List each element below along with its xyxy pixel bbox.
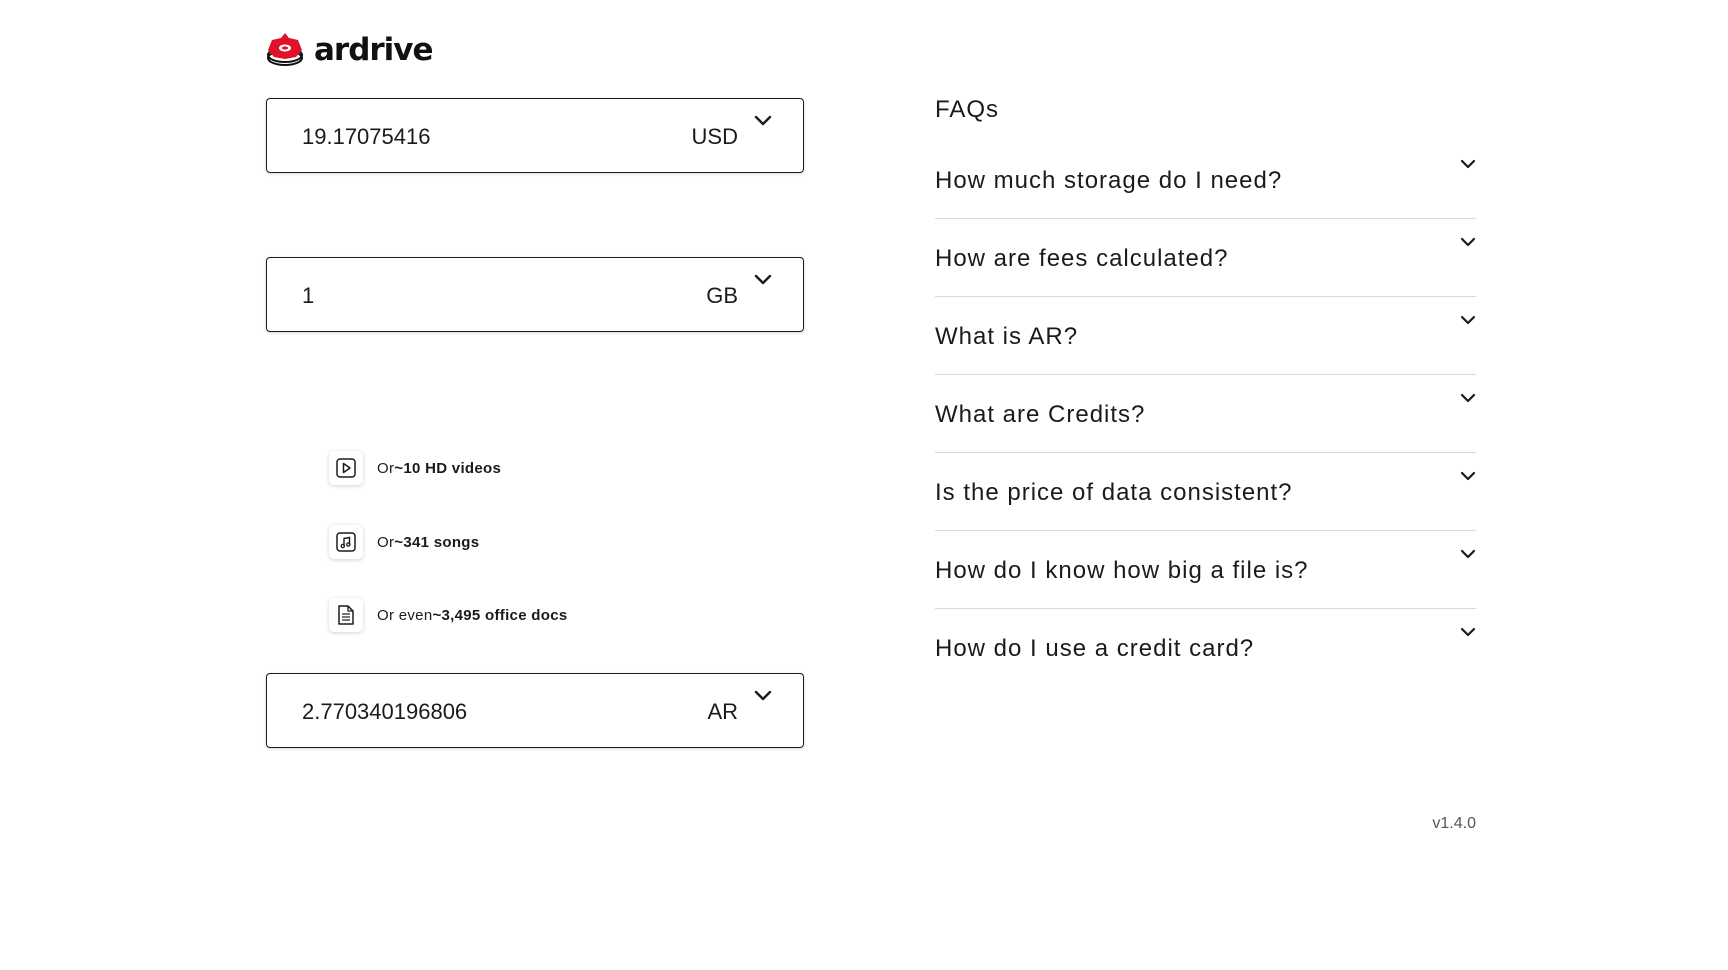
ardrive-logo-icon [266,30,306,70]
token-amount-value[interactable]: 2.770340196806 [302,699,468,724]
faq-question[interactable]: What is AR? [935,323,1079,350]
faq-question[interactable]: How do I use a credit card? [935,635,1255,662]
chevron-down-icon[interactable] [1460,315,1476,326]
token-amount-field[interactable] [266,673,804,748]
brand-name: ardrive [314,32,433,68]
faq-list [935,141,1476,686]
faq-question[interactable]: What are Credits? [935,401,1146,428]
fiat-amount-field[interactable] [266,98,804,173]
faq-item[interactable] [935,453,1476,531]
chevron-down-icon[interactable] [1460,159,1476,170]
chevron-down-icon[interactable] [1460,627,1476,638]
chevron-down-icon[interactable] [1460,549,1476,560]
ardrive-logo[interactable] [266,30,433,70]
faq-question[interactable]: How are fees calculated? [935,245,1229,272]
chevron-down-icon[interactable] [1460,393,1476,404]
token-unit-label: AR [707,699,738,724]
chevron-down-icon[interactable] [1460,471,1476,482]
equivalent-text: Or~10 HD videos [377,459,502,477]
faq-question[interactable]: Is the price of data consistent? [935,479,1293,506]
chevron-down-icon[interactable] [754,115,772,127]
faq-title: FAQs [935,96,1000,123]
music-note-icon [329,525,363,559]
faq-item[interactable] [935,531,1476,609]
storage-amount-field[interactable] [266,257,804,332]
equivalent-text: Or even~3,495 office docs [377,606,568,624]
faq-item[interactable] [935,141,1476,219]
fiat-currency-label: USD [691,124,738,149]
faq-item[interactable] [935,219,1476,297]
storage-unit-label: GB [706,283,738,308]
faq-question[interactable]: How do I know how big a file is? [935,557,1309,584]
storage-amount-value[interactable]: 1 [302,283,315,308]
faq-item[interactable] [935,297,1476,375]
version-label: v1.4.0 [1432,815,1476,832]
document-icon [329,598,363,632]
play-icon [329,451,363,485]
chevron-down-icon[interactable] [754,274,772,286]
chevron-down-icon[interactable] [754,690,772,702]
faq-item[interactable] [935,375,1476,453]
equivalent-text: Or~341 songs [377,533,480,551]
fiat-amount-value[interactable]: 19.17075416 [302,124,431,149]
faq-item[interactable] [935,609,1476,686]
equivalent-songs [329,524,479,560]
equivalent-videos [329,450,501,486]
chevron-down-icon[interactable] [1460,237,1476,248]
equivalent-docs [329,597,568,633]
faq-question[interactable]: How much storage do I need? [935,167,1283,194]
